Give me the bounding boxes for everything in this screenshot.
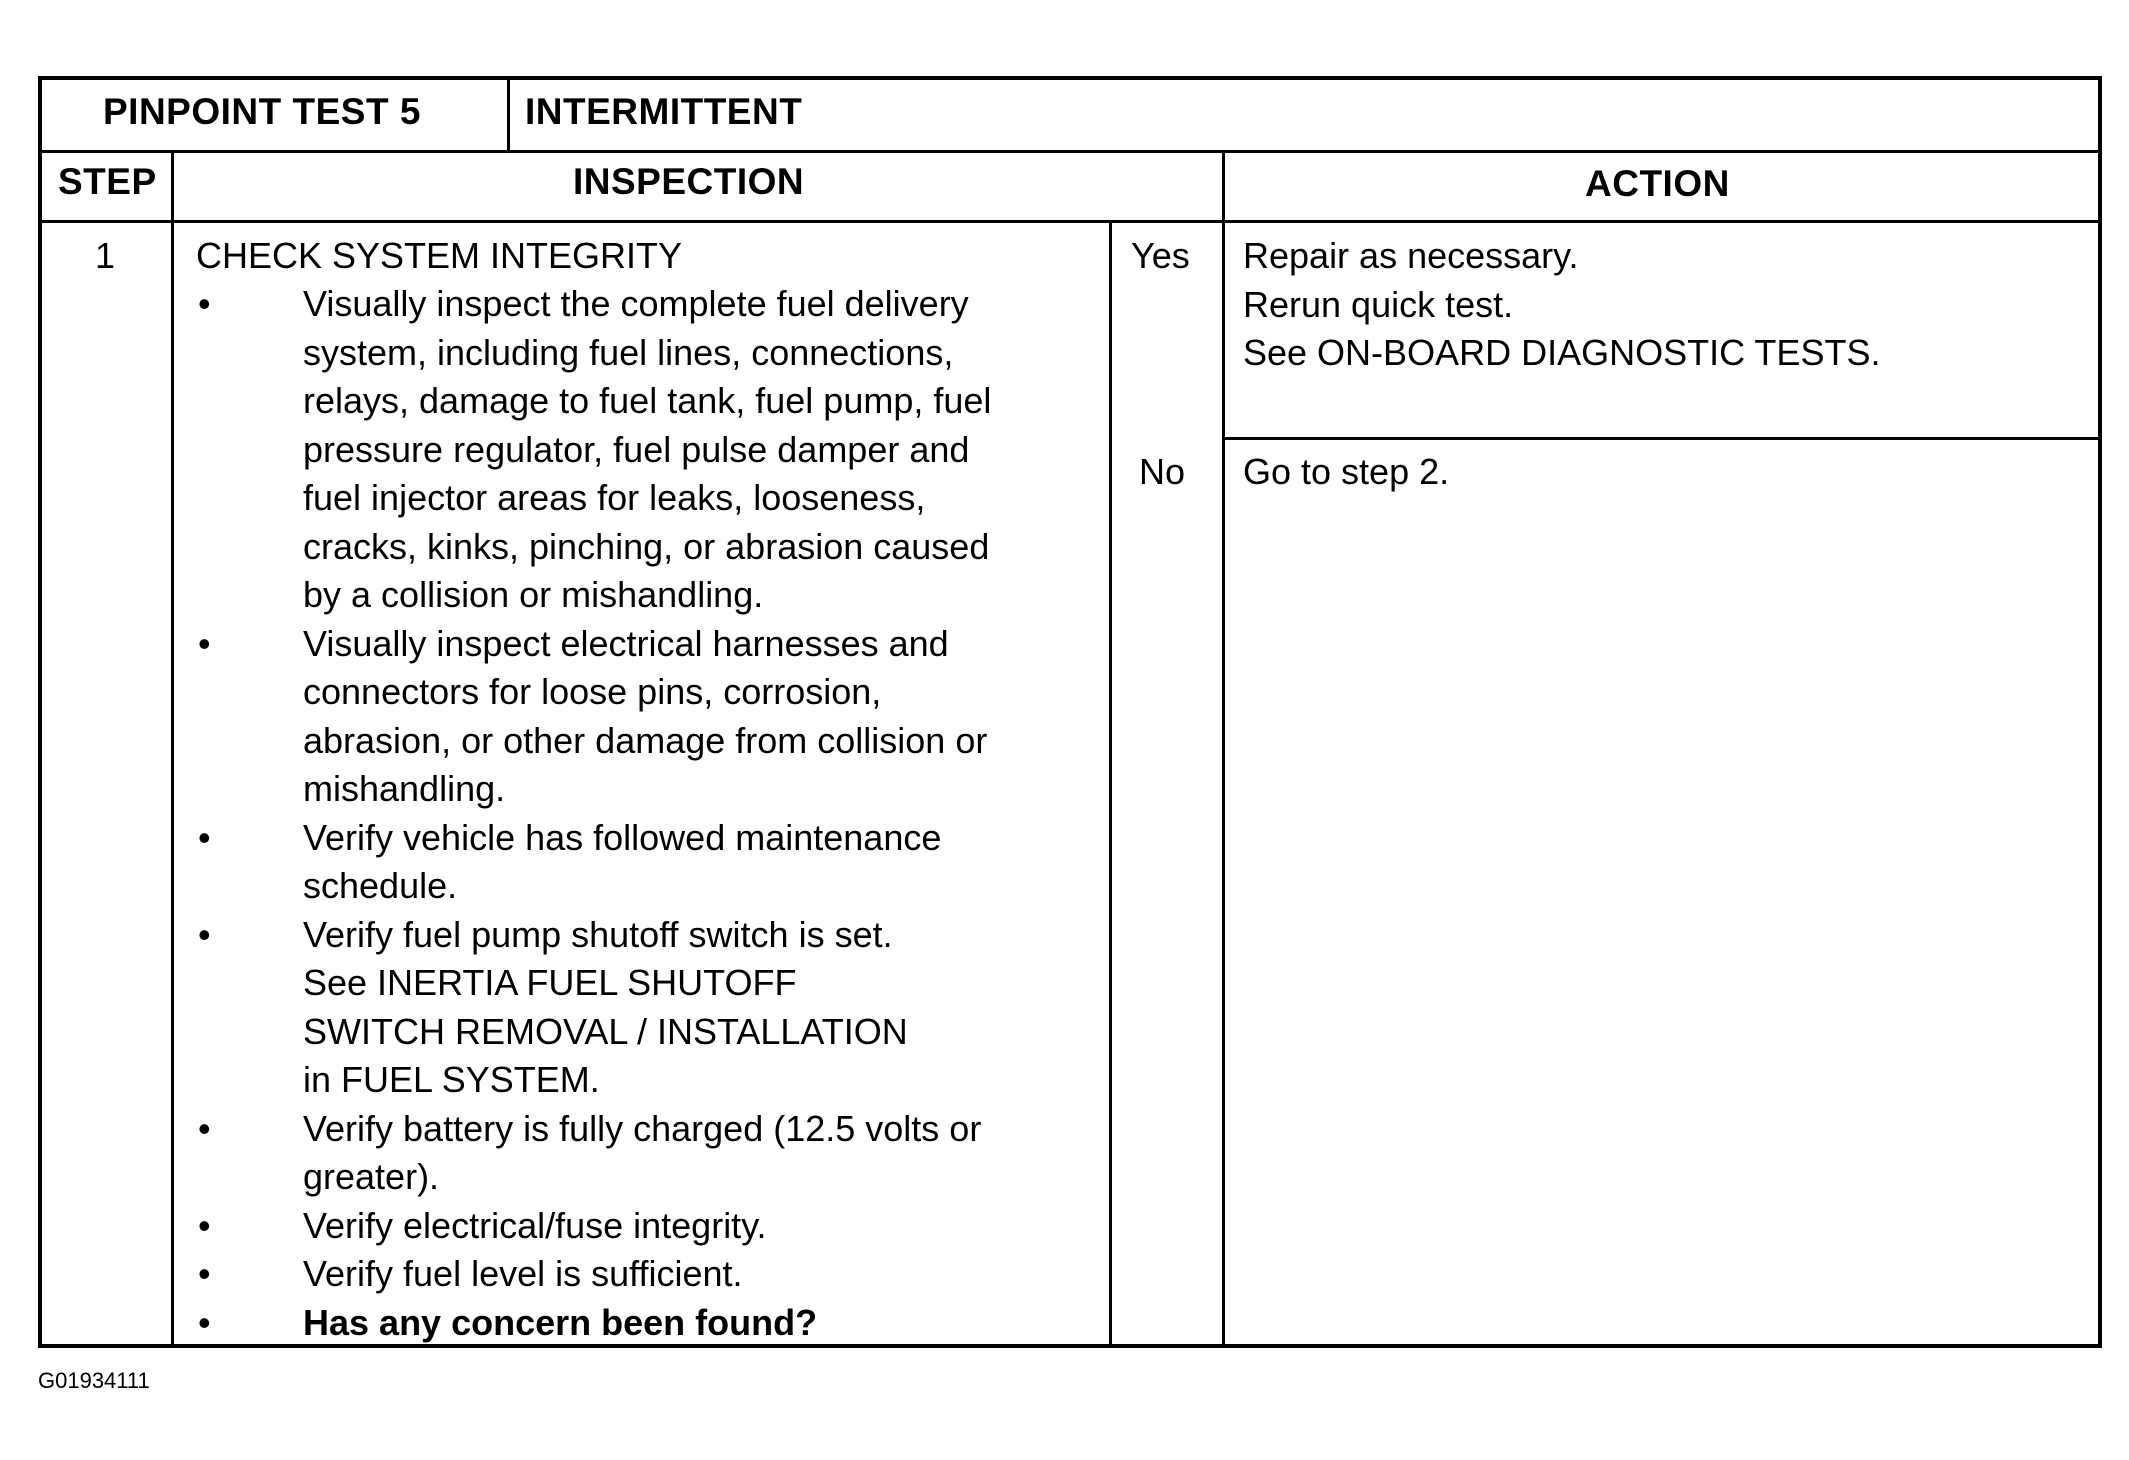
column-header-divider [42, 220, 2098, 223]
test-name: INTERMITTENT [525, 91, 803, 132]
column-header-step: STEP [58, 161, 157, 202]
yes-actions [1243, 232, 1880, 378]
inspection-item-text: Verify electrical/fuse integrity. [303, 1204, 767, 1246]
column-header-inspection: INSPECTION [573, 161, 805, 202]
list-item [193, 814, 1093, 911]
yes-label: Yes [1131, 235, 1190, 276]
bullet-icon: • [198, 1204, 211, 1246]
inspection-item-text: Visually inspect the complete fuel delivery system, including fuel lines, connections, relays, damage to fuel tank, fuel pump, fuel pressure regulator, fuel pulse damper and fuel injector areas for leaks, looseness, cracks, kinks, pinching, or abrasion caused by a collision or mishandling. [303, 283, 992, 615]
bullet-icon: • [198, 816, 211, 858]
list-item [193, 620, 1093, 814]
bullet-icon: • [198, 1301, 211, 1343]
yes-action-line: See ON-BOARD DIAGNOSTIC TESTS. [1243, 332, 1881, 373]
figure-id: G01934111 [38, 1368, 150, 1393]
inspection-item-text: Verify fuel level is sufficient. [303, 1253, 743, 1294]
bullet-icon: • [198, 283, 211, 324]
bullet-icon: • [198, 622, 211, 664]
list-item [193, 1299, 1093, 1348]
yes-no-divider [1224, 437, 2098, 440]
yes-action-line: Repair as necessary. [1243, 235, 1579, 276]
column-header-action: ACTION [1585, 163, 1730, 204]
bullet-icon: • [198, 913, 211, 955]
list-item [193, 1250, 1093, 1299]
no-action-line: Go to step 2. [1243, 451, 1450, 492]
list-item [193, 1105, 1093, 1202]
no-actions [1243, 448, 1449, 497]
action-column-divider [1222, 151, 1225, 1344]
list-item [193, 911, 1093, 1105]
no-label: No [1139, 451, 1186, 492]
header-row-divider [42, 150, 2098, 153]
step-column-divider [171, 151, 174, 1344]
inspection-yesno-divider [1109, 221, 1112, 1344]
test-label: PINPOINT TEST 5 [103, 91, 421, 132]
list-item [193, 1202, 1093, 1251]
inspection-question: Has any concern been found? [303, 1301, 818, 1343]
step-number: 1 [95, 235, 116, 276]
inspection-item-text: Visually inspect electrical harnesses and connectors for loose pins, corrosion, abrasion, or other damage from collision or mishandling. [303, 622, 988, 809]
step-title: CHECK SYSTEM INTEGRITY [196, 235, 683, 276]
list-item [193, 280, 1093, 620]
inspection-item-text: Verify battery is fully charged (12.5 volts or greater). [303, 1107, 982, 1197]
inspection-item-text: Verify fuel pump shutoff switch is set. See INERTIA FUEL SHUTOFF SWITCH REMOVAL / INSTALLATION in FUEL SYSTEM. [303, 913, 908, 1100]
yes-action-line: Rerun quick test. [1243, 283, 1514, 325]
bullet-icon: • [198, 1253, 211, 1294]
inspection-list [193, 280, 1093, 1347]
inspection-item-text: Verify vehicle has followed maintenance schedule. [303, 816, 942, 906]
bullet-icon: • [198, 1107, 211, 1149]
header-divider [507, 80, 510, 151]
